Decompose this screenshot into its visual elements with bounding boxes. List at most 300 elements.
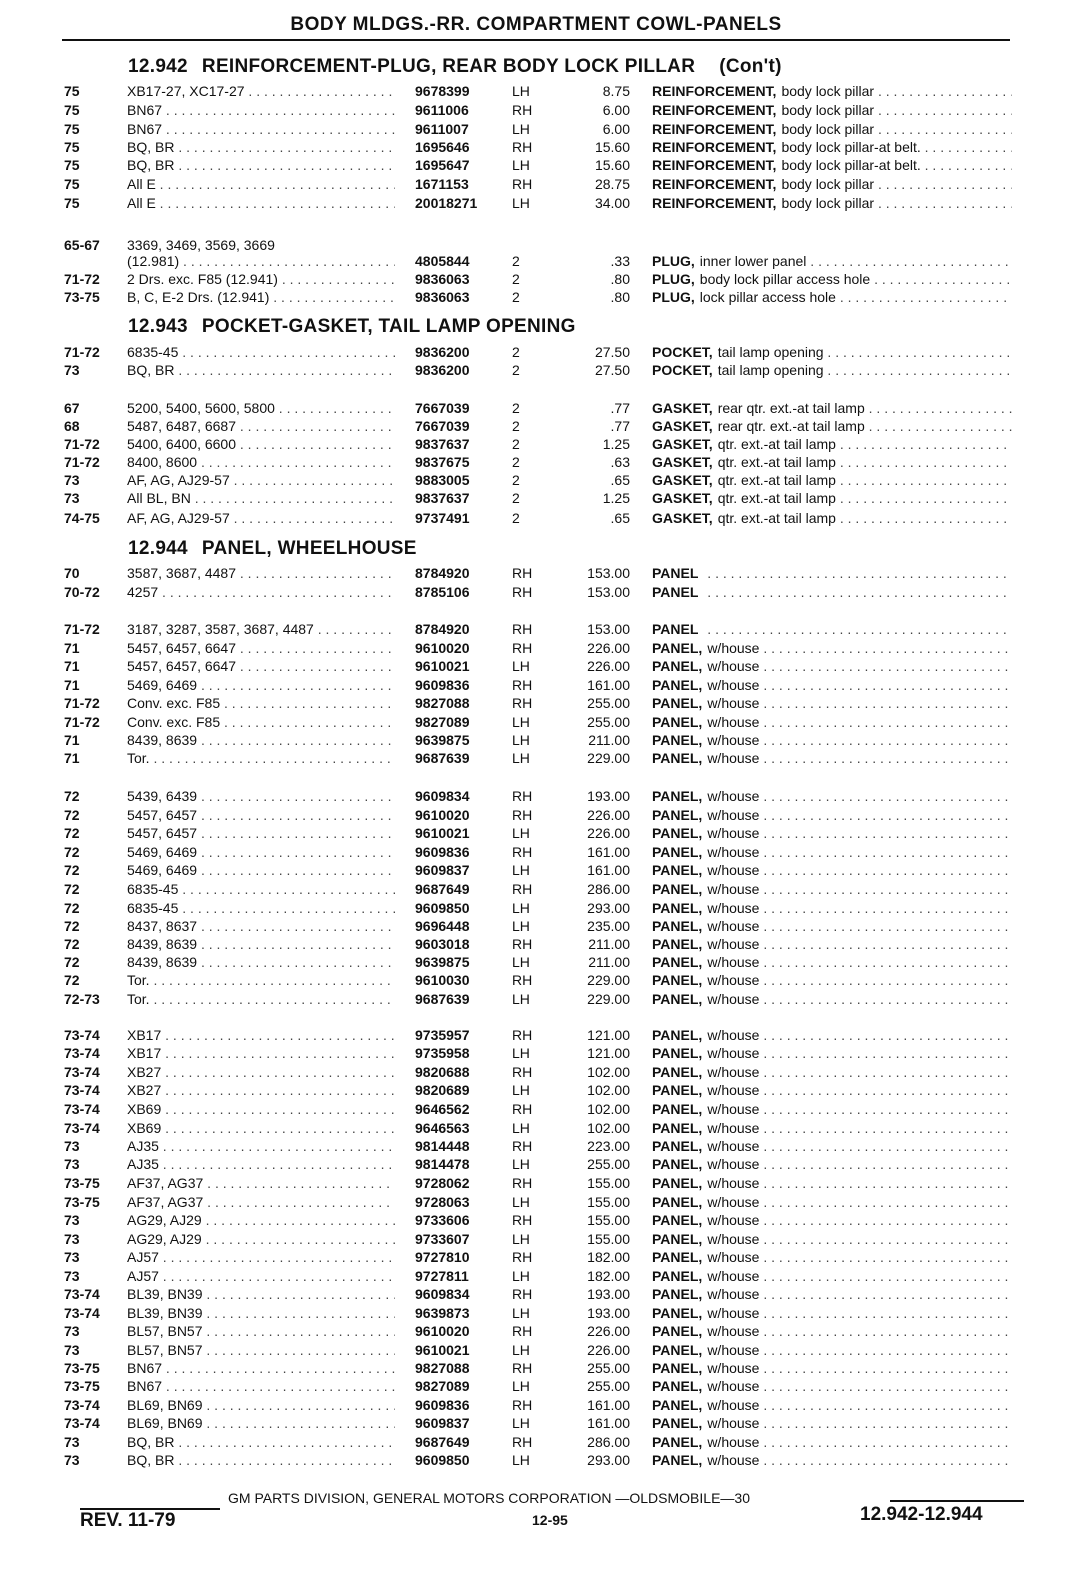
parts-row [0,1137,1078,1155]
section-title: REINFORCEMENT-PLUG, REAR BODY LOCK PILLAR [201,56,696,77]
part-name: PANEL, [652,1452,703,1468]
part-name: PANEL, [652,1120,703,1136]
model-year: 73-74 [64,1101,100,1117]
part-detail: w/house [707,844,760,860]
part-number: 9735958 [415,1045,470,1061]
part-name: PANEL, [652,807,703,823]
part-name: POCKET, [652,362,713,378]
model-applicability: 8439, 8639 . . . [127,935,395,953]
parts-row [0,270,1078,288]
parts-row [0,1026,1078,1044]
part-description [652,435,1012,453]
parts-row [0,731,1078,749]
quantity-side: RH [512,844,533,860]
footer-rule-right [890,1500,1024,1502]
part-description [652,288,1012,306]
part-description [652,120,1012,138]
model-applicability: BQ, BR . . . [127,138,395,156]
model-year: 73 [64,1138,80,1154]
model-year: 68 [64,418,80,434]
price: 293.00 [587,900,630,916]
part-detail: qtr. ext.-at tail lamp [717,490,836,506]
quantity-side: LH [512,918,530,934]
section-number: 12.943 [128,316,188,337]
part-number: 9639875 [415,954,470,970]
part-detail: body lock pillar-at belt. [781,139,921,155]
part-number: 9827089 [415,714,470,730]
model-year: 71 [64,640,80,656]
quantity-side: RH [512,584,533,600]
part-description [652,935,1012,953]
part-detail: body lock pillar [781,102,875,118]
part-detail: w/house [707,640,760,656]
part-number: 9610021 [415,1342,470,1358]
model-applicability: 8439, 8639 . . . [127,731,395,749]
parts-row [0,1044,1078,1062]
quantity-side: LH [512,1194,530,1210]
model-year: 73 [64,362,80,378]
part-name: GASKET, [652,472,713,488]
part-description [652,194,1012,212]
part-detail: qtr. ext.-at tail lamp [717,472,836,488]
part-description [652,1341,1012,1359]
parts-row [0,1396,1078,1414]
quantity-side: RH [512,1397,533,1413]
price: 226.00 [587,825,630,841]
price: 229.00 [587,750,630,766]
model-applicability: BL39, BN39 . . . [127,1304,395,1322]
price: 226.00 [587,658,630,674]
model-applicability: XB27 . . . [127,1063,395,1081]
part-number: 9610020 [415,807,470,823]
model-applicability: (12.981) . . . [127,252,395,270]
price: 182.00 [587,1268,630,1284]
part-name: PANEL, [652,991,703,1007]
part-name: REINFORCEMENT, [652,195,777,211]
model-year: 73-75 [64,289,100,305]
part-number: 9678399 [415,83,470,99]
price: .65 [610,510,630,526]
parts-row [0,990,1078,1008]
part-description [652,489,1012,507]
price: 255.00 [587,1378,630,1394]
part-name: PANEL, [652,658,703,674]
part-detail: w/house [707,1064,760,1080]
part-detail: w/house [707,1045,760,1061]
part-detail: w/house [707,714,760,730]
part-number: 9610030 [415,972,470,988]
part-number: 7667039 [415,400,470,416]
model-year: 73-75 [64,1360,100,1376]
part-detail: w/house [707,807,760,823]
part-detail: w/house [707,1120,760,1136]
model-applicability: 5457, 6457, 6647 . . . [127,639,395,657]
parts-row [0,361,1078,379]
part-number: 8784920 [415,565,470,581]
model-applicability: XB17 . . . [127,1026,395,1044]
part-number: 9609836 [415,844,470,860]
part-description [652,175,1012,193]
model-year: 72 [64,825,80,841]
price: 34.00 [594,195,630,211]
part-number: 1671153 [415,176,469,192]
part-detail: qtr. ext.-at tail lamp [717,454,836,470]
parts-row [0,417,1078,435]
model-year: 73-74 [64,1397,100,1413]
parts-row [0,1230,1078,1248]
part-detail: w/house [707,972,760,988]
part-description [652,694,1012,712]
part-description [652,417,1012,435]
model-year: 71 [64,658,80,674]
model-applicability: Conv. exc. F85 . . . [127,694,395,712]
part-name: GASKET, [652,400,713,416]
model-applicability: 6835-45 . . . [127,880,395,898]
price: 255.00 [587,1360,630,1376]
parts-row [0,899,1078,917]
part-number: 9814448 [415,1138,470,1154]
part-number: 9687639 [415,991,470,1007]
price: 182.00 [587,1249,630,1265]
part-description [652,917,1012,935]
model-year: 72-73 [64,991,100,1007]
part-description [652,156,1012,174]
quantity-side: RH [512,1064,533,1080]
quantity-side: LH [512,83,530,99]
part-number: 9837637 [415,436,470,452]
part-number: 9610020 [415,640,470,656]
part-name: PANEL [652,565,699,581]
part-name: GASKET, [652,490,713,506]
part-number: 9609836 [415,1397,470,1413]
quantity-side: RH [512,621,533,637]
parts-row [0,1174,1078,1192]
part-name: PLUG, [652,271,695,287]
part-description [652,824,1012,842]
part-name: REINFORCEMENT, [652,121,777,137]
model-applicability: AG29, AJ29 . . . [127,1230,395,1248]
model-applicability: 5469, 6469 . . . [127,676,395,694]
part-number: 9837637 [415,490,470,506]
quantity-side: RH [512,881,533,897]
price: 226.00 [587,1342,630,1358]
footer-section-range: 12.942-12.944 [860,1504,983,1525]
part-detail: w/house [707,1212,760,1228]
part-name: PANEL, [652,825,703,841]
model-year: 75 [64,176,80,192]
part-name: PANEL, [652,1286,703,1302]
part-description [652,399,1012,417]
parts-row [0,156,1078,174]
part-number: 9609834 [415,1286,470,1302]
part-description [652,620,1012,638]
model-applicability: AJ35 . . . [127,1137,395,1155]
quantity-side: RH [512,1027,533,1043]
part-name: PANEL, [652,640,703,656]
model-year: 73-74 [64,1286,100,1302]
part-detail: w/house [707,1323,760,1339]
part-number: 9883005 [415,472,470,488]
model-applicability: Tor. . . . [127,990,395,1008]
model-year: 73 [64,1434,80,1450]
model-year: 73-74 [64,1415,100,1431]
part-number: 9737491 [415,510,470,526]
quantity-side: 2 [512,490,520,506]
part-description [652,1285,1012,1303]
part-detail: w/house [707,750,760,766]
part-name: PANEL, [652,1305,703,1321]
parts-row [0,453,1078,471]
part-description [652,1322,1012,1340]
parts-row [0,880,1078,898]
part-number: 9727811 [415,1268,469,1284]
part-number: 9646562 [415,1101,470,1117]
part-number: 9733606 [415,1212,470,1228]
parts-row [0,953,1078,971]
parts-row [0,935,1078,953]
quantity-side: LH [512,825,530,841]
parts-row [0,713,1078,731]
quantity-side: RH [512,1323,533,1339]
quantity-side: 2 [512,344,520,360]
part-detail: w/house [707,1305,760,1321]
quantity-side: RH [512,176,533,192]
part-description [652,1267,1012,1285]
part-detail: w/house [707,1231,760,1247]
model-applicability: XB17 . . . [127,1044,395,1062]
model-year: 73-74 [64,1064,100,1080]
quantity-side: LH [512,157,530,173]
part-description [652,1211,1012,1229]
price: 223.00 [587,1138,630,1154]
model-year: 71-72 [64,695,100,711]
part-number: 1695647 [415,157,470,173]
part-detail: w/house [707,862,760,878]
part-description [652,1193,1012,1211]
part-name: PLUG, [652,289,695,305]
price: 161.00 [587,1397,630,1413]
model-applicability: 8439, 8639 . . . [127,953,395,971]
part-description [652,471,1012,489]
parts-row [0,861,1078,879]
model-applicability: BL69, BN69 . . . [127,1396,395,1414]
parts-row [0,399,1078,417]
model-year: 72 [64,862,80,878]
part-number: 9610020 [415,1323,470,1339]
price: 15.60 [594,157,630,173]
parts-row [0,806,1078,824]
price: 6.00 [602,102,630,118]
section-number: 12.942 [128,56,188,77]
part-detail: w/house [707,1397,760,1413]
quantity-side: RH [512,695,533,711]
footer-publisher: GM PARTS DIVISION, GENERAL MOTORS CORPORATION —OLDSMOBILE—30 [228,1490,750,1506]
part-number: 9609850 [415,900,470,916]
model-year: 67 [64,400,80,416]
model-applicability: 3587, 3687, 4487 . . . [127,564,395,582]
part-name: PANEL, [652,1415,703,1431]
part-number: 9609836 [415,677,470,693]
part-number: 9609834 [415,788,470,804]
part-description [652,1081,1012,1099]
part-number: 20018271 [415,195,478,211]
price: 286.00 [587,881,630,897]
quantity-side: RH [512,972,533,988]
parts-row [0,620,1078,638]
part-name: GASKET, [652,418,713,434]
part-name: PANEL, [652,788,703,804]
part-detail: w/house [707,1378,760,1394]
price: .77 [610,418,630,434]
section-title: POCKET-GASKET, TAIL LAMP OPENING [201,316,576,337]
model-applicability: 3187, 3287, 3587, 3687, 4487 . . . [127,620,395,638]
part-detail: w/house [707,954,760,970]
parts-row [0,1322,1078,1340]
parts-row [0,1211,1078,1229]
price: 153.00 [587,565,630,581]
parts-row [0,101,1078,119]
model-applicability: 2 Drs. exc. F85 (12.941) . . . [127,270,395,288]
part-description [652,899,1012,917]
part-name: PANEL, [652,881,703,897]
part-description [652,731,1012,749]
parts-row [0,1433,1078,1451]
footer-page-number: 12-95 [532,1512,568,1528]
model-year: 65-67 [64,237,100,253]
quantity-side: LH [512,954,530,970]
price: 161.00 [587,1415,630,1431]
model-applicability: 5469, 6469 . . . [127,843,395,861]
model-applicability: 5457, 6457 . . . [127,806,395,824]
price: 1.25 [602,436,630,452]
model-applicability: XB69 . . . [127,1119,395,1137]
quantity-side: 2 [512,510,520,526]
quantity-side: RH [512,640,533,656]
part-detail: qtr. ext.-at tail lamp [717,436,836,452]
parts-row [0,138,1078,156]
parts-row [0,343,1078,361]
parts-row [0,1377,1078,1395]
quantity-side: 2 [512,400,520,416]
part-number: 9728063 [415,1194,470,1210]
part-detail: w/house [707,1156,760,1172]
part-number: 1695646 [415,139,470,155]
part-name: PANEL, [652,918,703,934]
part-number: 7667039 [415,418,470,434]
part-name: PANEL, [652,1101,703,1117]
part-description [652,1155,1012,1173]
quantity-side: RH [512,1101,533,1117]
parts-row [0,1100,1078,1118]
part-description [652,1137,1012,1155]
parts-row [0,583,1078,601]
model-year: 73-74 [64,1045,100,1061]
part-name: PANEL, [652,954,703,970]
model-year: 73-75 [64,1378,100,1394]
part-description [652,1396,1012,1414]
part-number: 4805844 [415,253,470,269]
model-year: 73 [64,1156,80,1172]
parts-row [0,252,1078,270]
part-detail: w/house [707,825,760,841]
parts-row [0,639,1078,657]
part-name: PANEL, [652,732,703,748]
part-name: PANEL, [652,862,703,878]
part-number: 9827089 [415,1378,470,1394]
price: 226.00 [587,640,630,656]
parts-row [0,1267,1078,1285]
model-applicability: AJ35 . . . [127,1155,395,1173]
model-year: 73-74 [64,1120,100,1136]
part-name: REINFORCEMENT, [652,102,777,118]
model-applicability: 5400, 6400, 6600 . . . [127,435,395,453]
price: 27.50 [594,362,630,378]
parts-row [0,1359,1078,1377]
model-year: 73 [64,1268,80,1284]
price: 226.00 [587,807,630,823]
part-description [652,1451,1012,1469]
price: 121.00 [587,1027,630,1043]
part-number: 9639873 [415,1305,470,1321]
section-heading [128,56,782,77]
quantity-side: RH [512,807,533,823]
part-description [652,749,1012,767]
part-number: 9646563 [415,1120,470,1136]
model-applicability: Tor. . . . [127,749,395,767]
quantity-side: LH [512,121,530,137]
part-number: 9827088 [415,1360,470,1376]
parts-row [0,1285,1078,1303]
part-detail: body lock pillar access hole [699,271,871,287]
price: 102.00 [587,1082,630,1098]
part-description [652,1119,1012,1137]
part-name: PANEL, [652,1360,703,1376]
part-description [652,252,1012,270]
part-detail: w/house [707,1434,760,1450]
part-detail: w/house [707,1415,760,1431]
model-year: 71-72 [64,271,100,287]
part-description [652,1230,1012,1248]
price: 155.00 [587,1231,630,1247]
quantity-side: LH [512,991,530,1007]
part-detail: w/house [707,900,760,916]
part-detail: inner lower panel [699,253,807,269]
model-applicability: XB69 . . . [127,1100,395,1118]
part-name: PANEL [652,621,699,637]
model-year: 73 [64,1342,80,1358]
part-name: PANEL, [652,844,703,860]
quantity-side: LH [512,1305,530,1321]
section-number: 12.944 [128,538,188,559]
model-year: 71-72 [64,621,100,637]
part-name: PANEL, [652,900,703,916]
part-number: 9611006 [415,102,469,118]
model-year: 73 [64,1323,80,1339]
price: 27.50 [594,344,630,360]
part-name: REINFORCEMENT, [652,83,777,99]
model-year: 71 [64,750,80,766]
price: 286.00 [587,1434,630,1450]
model-year: 75 [64,83,80,99]
price: 211.00 [588,936,630,952]
model-applicability: 5487, 6487, 6687 . . . [127,417,395,435]
model-applicability: Tor. . . . [127,971,395,989]
quantity-side: 2 [512,362,520,378]
model-year: 75 [64,157,80,173]
model-applicability: AJ57 . . . [127,1267,395,1285]
part-number: 9733607 [415,1231,470,1247]
quantity-side: 2 [512,436,520,452]
